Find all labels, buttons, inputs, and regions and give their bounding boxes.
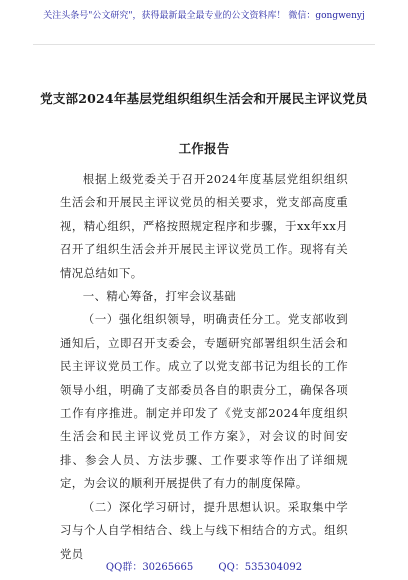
header-divider	[33, 44, 375, 45]
page-footer	[0, 558, 408, 573]
document-body	[60, 168, 348, 566]
paragraph-intro: 根据上级党委关于召开2024年度基层党组织组织生活会和开展民主评议党员的相关要求，党支部高度重视，精心组织，严格按照规定程序和步骤，于xx年xx月召开了组织生活会并开展民主评议党员工作。现将有关情况总结如下。	[60, 172, 348, 280]
promo-banner: 关注头条号"公文研究"，获得最新最全最专业的公文资料库！ 微信：gongwenyj	[43, 11, 365, 21]
qq-contact: QQ：535304092	[218, 562, 303, 573]
qq-group: QQ群：30265665	[105, 562, 194, 573]
document-title: 党支部2024年基层党组织组织生活会和开展民主评议党员	[40, 91, 368, 106]
paragraph-organization: （一）强化组织领导，明确责任分工。党支部收到通知后，立即召开支委会，专题研究部署组织生活会和民主评议党员工作。成立了以党支部书记为组长的工作领导小组，明确了支部委员各自的职责分工，确保各项工作有序推进。制定并印发了《党支部2024年度组织生活会和民主评议党员工作方案》，对会议的时间安排、参会人员、方法步骤、工作要求等作出了详细规定，为会议的顺利开展提供了有力的制度保障。	[60, 312, 348, 491]
document-subtitle: 工作报告	[178, 141, 230, 156]
paragraph-study: （二）深化学习研讨，提升思想认识。采取集中学习与个人自学相结合、线上与线下相结合的方式。组织党员	[60, 499, 348, 561]
section-heading: 一、精心筹备，打牢会议基础	[82, 289, 237, 304]
